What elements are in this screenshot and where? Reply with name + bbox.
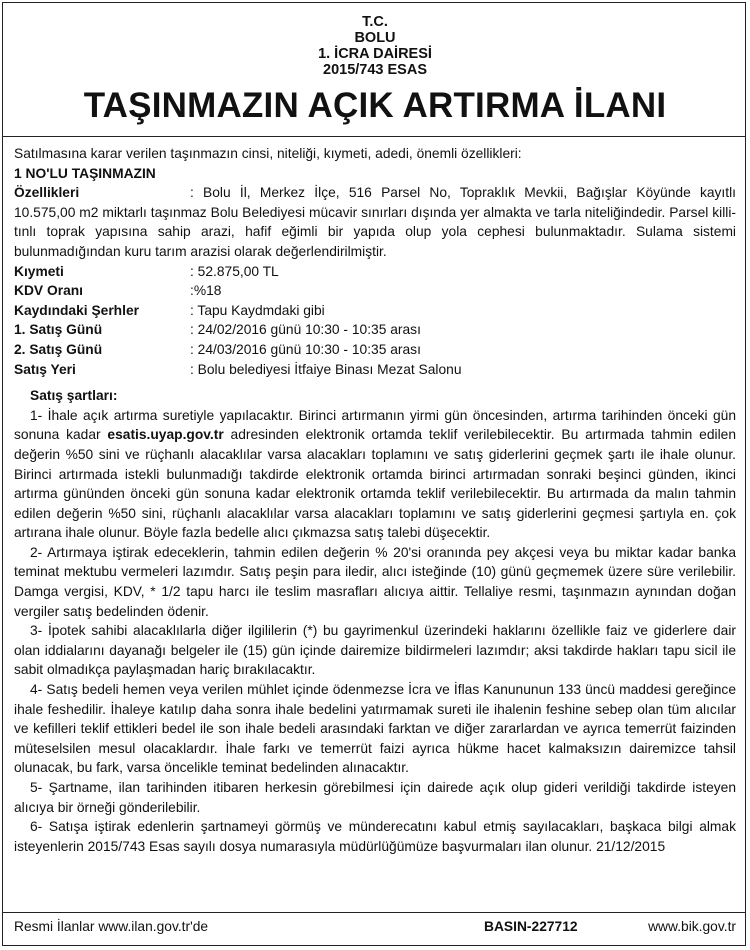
footer <box>14 919 736 939</box>
esatis-website: esatis.uyap.gov.tr <box>107 427 224 443</box>
header-office: 1. İCRA DAİRESİ <box>318 46 432 62</box>
property-heading: 1 NO'LU TAŞINMAZIN <box>14 165 156 181</box>
condition-2: 2- Artırmaya iştirak edeceklerin, tahmin edilen değerin % 20'si oranında pey akçesi veya bu miktar kadar banka teminat mektubu vermeleri lazımdır. Satış peşin para iledir, alıcı isteğinde (10) günü geçmemek üzere süre verilebilir. Damga vergisi, KDV, * 1/2 tapu harcı ile teslim masrafları alıcıya aittir. Tellaliye resmi, taşınmazın aynından doğan vergiler satış bedelinden ödenir. <box>14 544 736 619</box>
notice-body <box>14 144 736 856</box>
spec-row <box>14 301 736 321</box>
spec-label: 1. Satış Günü <box>14 322 103 338</box>
spec-row <box>14 262 736 282</box>
condition-1-text-b: adresinden elektronik ortamda teklif verilebilecektir. Bu artırmada tahmin edilen değerin %50 sini ve rüçhanlı alacaklılar varsa alacakları toplamını ve satış giderlerini geçmek şartı ile ihale olunur. Birinci artırmada istekli bulunmadığı takdirde elektronik ortamda birinci artırmadan sonraki beşinci günden, ikinci artırma gününden önceki gün sonuna kadar elektronik ortamda teklif verilebilecektir. Bu artırmada da malın tahmin edilen değerin %50 sini, rüçhanlı alacaklılar varsa alacakları toplamını ve satış giderlerini geçmesi şartıyla en. çok artırana ihale olunur. Böyle fazla bedelle alıcı çıkmazsa satış talebi düşecektir. <box>14 427 736 541</box>
title-divider <box>2 136 746 137</box>
spec-label: Satış Yeri <box>14 361 76 377</box>
intro-text: Satılmasına karar verilen taşınmazın cinsi, niteliği, kıymeti, adedi, önemli özellikleri: <box>14 146 522 161</box>
condition-5: 5- Şartname, ilan tarihinden itibaren herkesin görebilmesi için dairede açık olup gideri verildiği takdirde isteyen alıcıya bir örneği gönderilebilir. <box>14 780 736 815</box>
footer-divider <box>2 912 746 913</box>
spec-value: : Bolu belediyesi İtfaiye Binası Mezat Salonu <box>190 361 462 377</box>
spec-label: KDV Oranı <box>14 283 83 299</box>
footer-ilan-link[interactable]: Resmi İlanlar www.ilan.gov.tr'de <box>14 919 209 934</box>
spec-row <box>14 281 736 301</box>
header-city: BOLU <box>354 30 396 46</box>
notice-title: TAŞINMAZIN AÇIK ARTIRMA İLANI <box>83 86 667 125</box>
conditions-heading: Satış şartları: <box>30 388 118 404</box>
spec-value: : Tapu Kaydmdaki gibi <box>190 302 325 318</box>
condition-4: 4- Satış bedeli hemen veya verilen mühlet içinde ödenmezse İcra ve İflas Kanununun 133 üncü maddesi gereğince ihale feshedilir. İhaleye katılıp daha sonra ihale bedelini yatırmamak sureti ile ihalenin feshine sebep olan tüm alıcılar ve kefilleri teklif ettikleri bedel ile son ihale bedeli arasındaki farktan ve diğer zararlardan ve ayrıca temerrüt faizinden müteselsilen mesul olacaklardır. İhale farkı ve temerrüt faizi ayrıca hükme hacet kalmaksızın dairemizce tahsil olunacak, bu fark, varsa öncelikle teminat bedelinden alınacaktır. <box>14 682 736 776</box>
spec-label: 2. Satış Günü <box>14 341 103 357</box>
features-label: Özellikleri <box>14 185 80 201</box>
spec-row <box>14 340 736 360</box>
spec-row <box>14 360 736 380</box>
spec-row <box>14 320 736 340</box>
spec-value: : 24/02/2016 günü 10:30 - 10:35 arası <box>190 322 421 338</box>
spec-value: : 24/03/2016 günü 10:30 - 10:35 arası <box>190 341 421 357</box>
spec-value: :%18 <box>190 283 222 299</box>
press-code: BASIN-227712 <box>484 919 578 934</box>
features-value: : Bolu İl, Merkez İlçe, 516 Parsel No, Topraklık Mevkii, Bağışlar Köyünde kayıtlı 10.575,00 m2 miktarlı taşınmaz Bolu Belediyesi mücavir sınırları dışında yer almakta ve tarla niteliğindedir. Parsel killi-tınlı toprak yapısına sahip arazi, hafif eğimli bir yapıda olup yola cephesi bulunmaktadır. Sulama sistemi bulunmadığından kuru tarım arazisi olarak değerlendirilmiştir. <box>14 185 736 259</box>
footer-bik-link[interactable]: www.bik.gov.tr <box>648 919 736 934</box>
spec-label: Kıymeti <box>14 263 64 279</box>
header <box>0 14 750 78</box>
condition-1-text-a: 1- İhale açık artırma suretiyle yapılacaktır. Birinci artırmanın yirmi gün öncesinden, artırma tarihinden önceki gün sonuna kadar <box>14 407 736 443</box>
spec-value: : 52.875,00 TL <box>190 263 279 279</box>
spec-label: Kaydındaki Şerhler <box>14 302 139 318</box>
header-country: T.C. <box>362 14 388 30</box>
header-case-no: 2015/743 ESAS <box>323 62 427 78</box>
condition-3: 3- İpotek sahibi alacaklılarla diğer ilgililerin (*) bu gayrimenkul üzerindeki haklarını özellikle faiz ve giderlere dair olan iddialarını dayanağı belgeler ile (15) gün içinde dairemize bildirmeleri lazımdır; aksi takdirde hakları tapu sicil ile sabit olmadıkça paylaşmadan hariç bırakılacaktır. <box>14 623 736 678</box>
condition-6: 6- Satışa iştirak edenlerin şartnameyi görmüş ve münderecatını kabul etmiş sayılacakları, başkaca bilgi almak isteyenlerin 2015/743 Esas sayılı dosya numarasıyla müdürlüğümüze başvurmaları ilan olunur. 21/12/2015 <box>14 819 736 854</box>
features-block <box>14 183 736 261</box>
condition-1 <box>14 406 736 543</box>
